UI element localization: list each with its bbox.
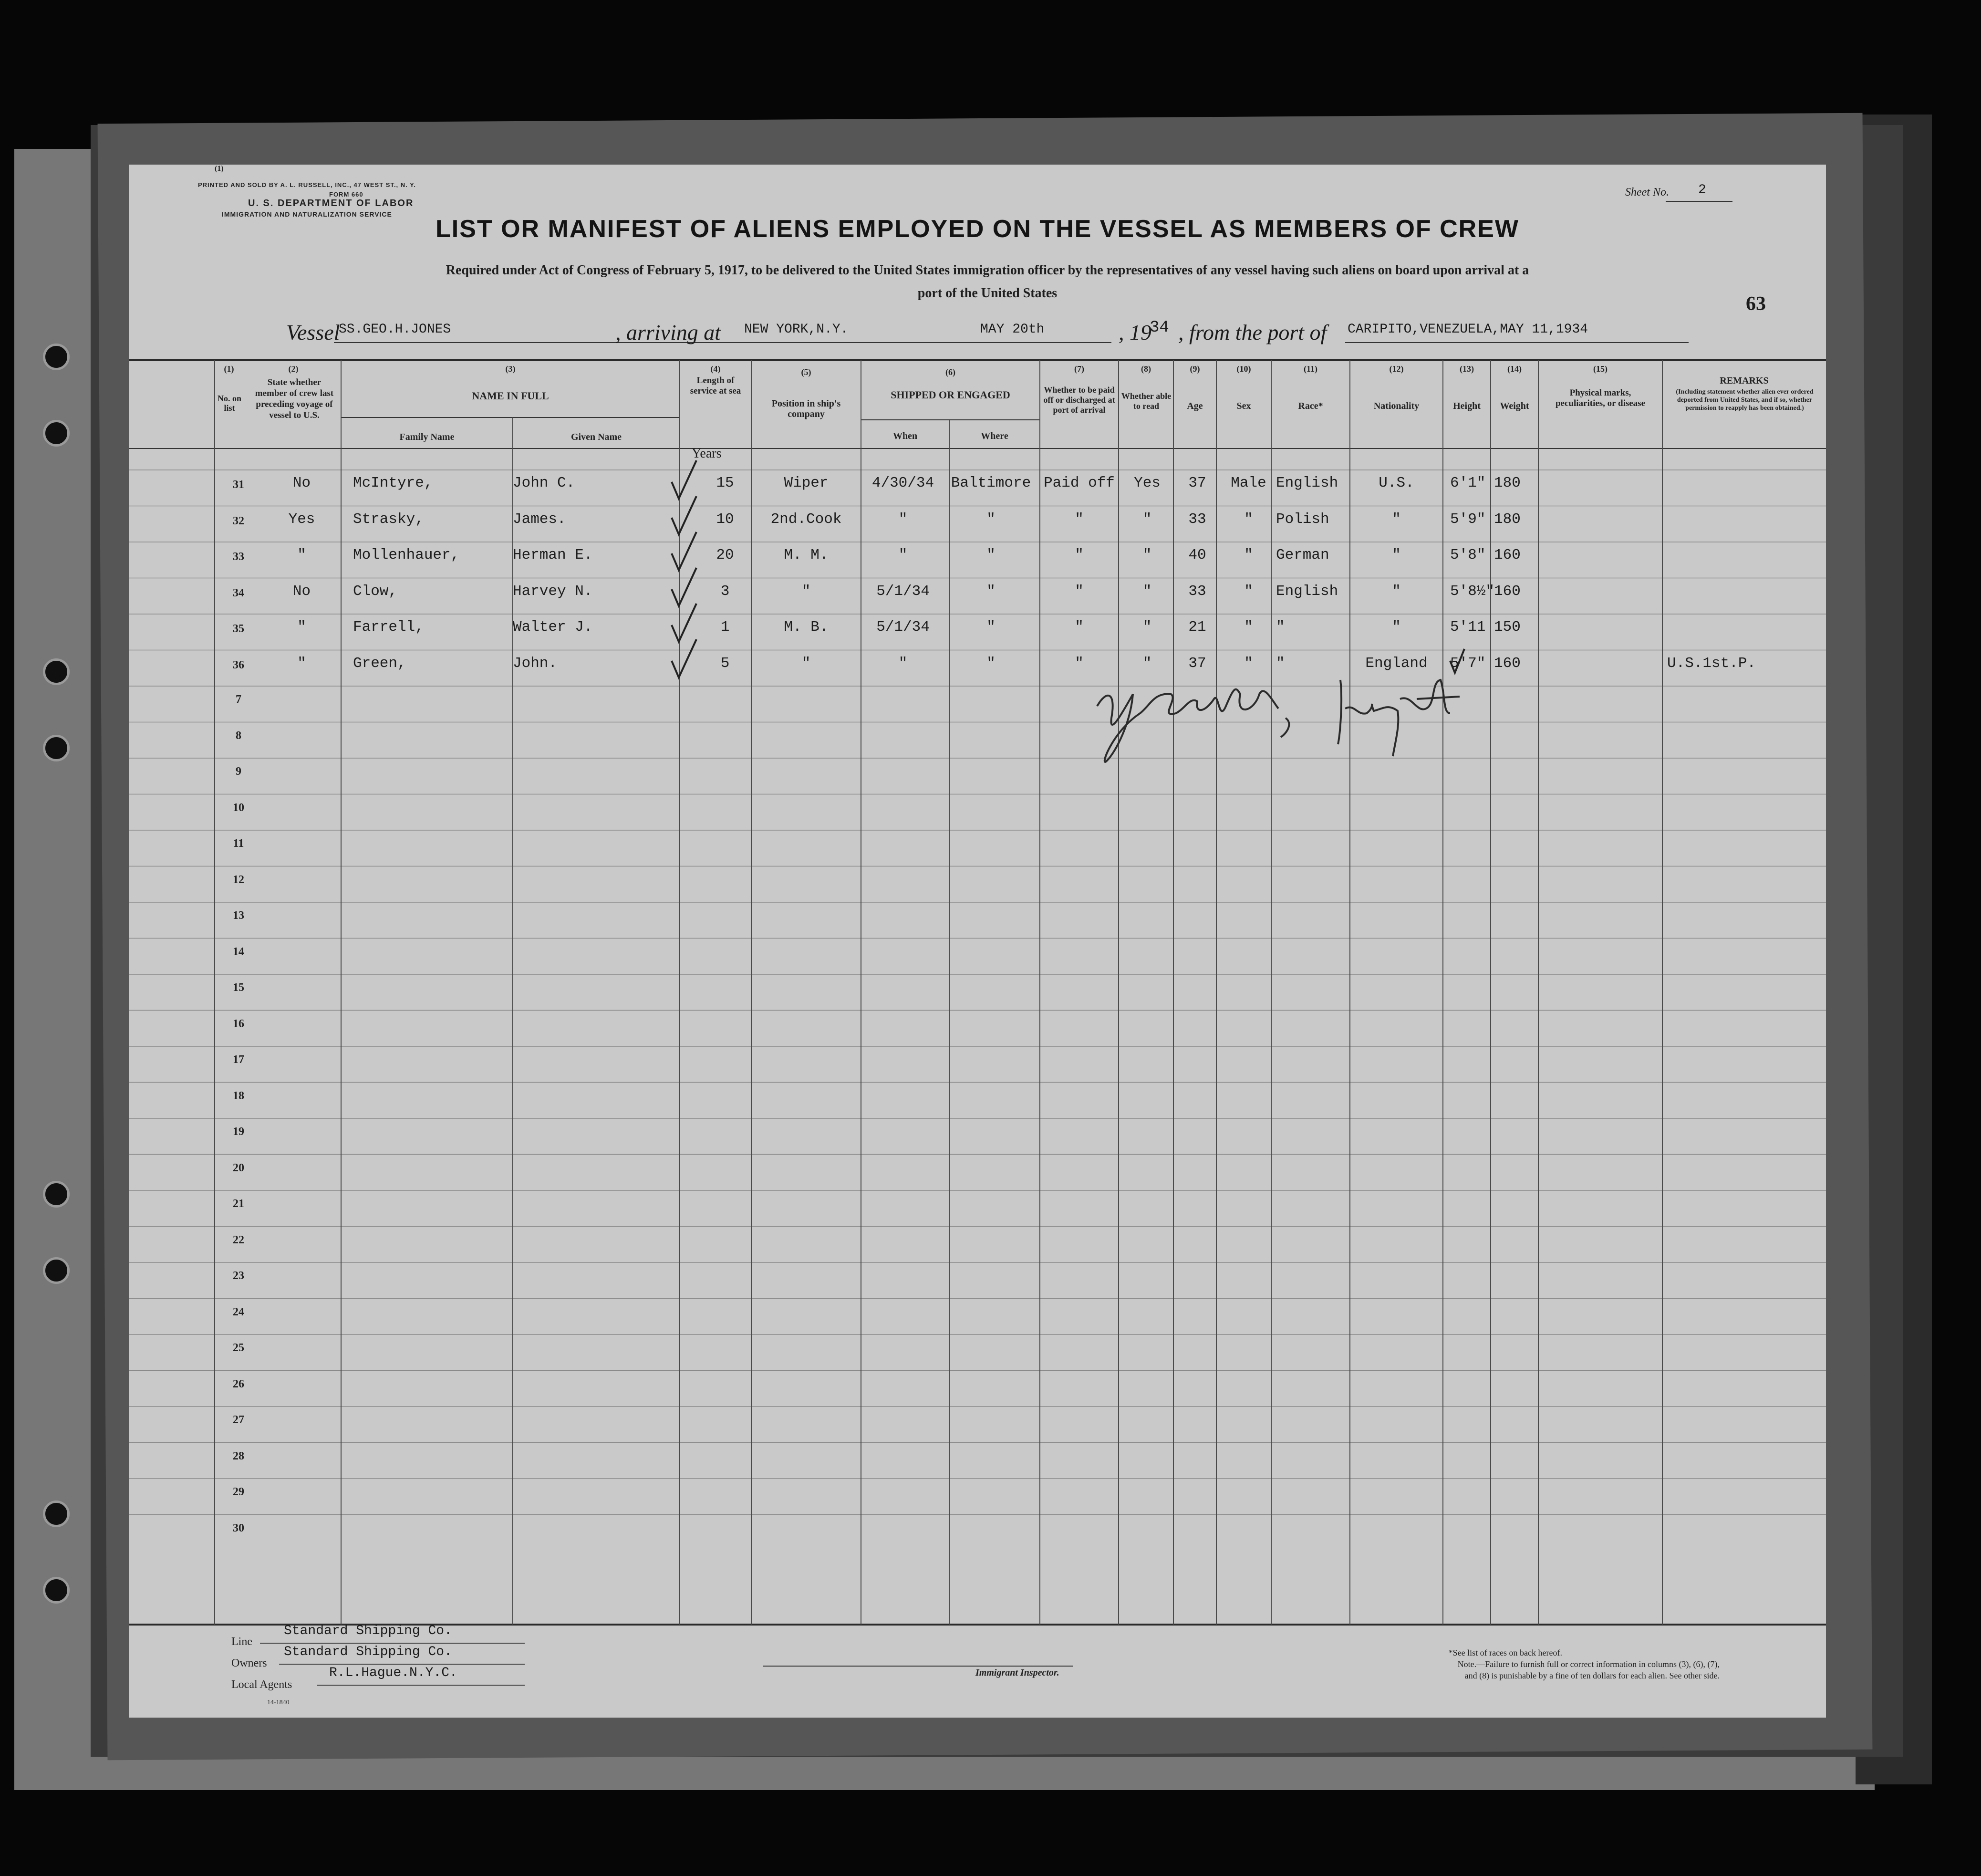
sex-cell: ": [1244, 655, 1253, 672]
paid-off-cell: ": [1075, 547, 1084, 563]
vessel-name: SS.GEO.H.JONES: [339, 322, 451, 337]
row-number: 13: [233, 909, 244, 922]
sheet-number: 2: [1698, 183, 1706, 198]
col4-num: (4): [710, 364, 721, 374]
age-cell: 21: [1188, 619, 1206, 636]
row-number: 8: [236, 729, 241, 742]
shipped-when-cell: ": [898, 547, 908, 563]
year-prefix: , 19: [1119, 320, 1151, 344]
nationality-cell: U.S.: [1379, 475, 1414, 491]
col1-header: (1): [224, 364, 234, 374]
sex-cell: ": [1244, 511, 1253, 528]
row-number: 36: [233, 658, 244, 671]
prev-voyage-cell: ": [297, 655, 306, 672]
years-unit-label: Years: [692, 446, 722, 461]
footer-notes: [1154, 1647, 1720, 1681]
row-number: 23: [233, 1270, 244, 1282]
row-number: 27: [233, 1414, 244, 1426]
col10-label: Sex: [1236, 401, 1251, 411]
row-number: 7: [236, 693, 241, 706]
printer-credit: PRINTED AND SOLD BY A. L. RUSSELL, INC., 47 WEST ST., N. Y.: [198, 181, 416, 188]
sex-cell: ": [1244, 619, 1253, 636]
col6-label: SHIPPED OR ENGAGED: [891, 389, 1010, 401]
local-agents-label: Local Agents: [231, 1678, 292, 1691]
height-cell: 5'7": [1450, 655, 1486, 672]
family-name-cell: Green,: [353, 655, 406, 672]
row-number: 17: [233, 1053, 244, 1066]
able-to-read-cell: ": [1142, 583, 1152, 600]
form-number: FORM 660: [329, 191, 363, 198]
family-name-cell: Mollenhauer,: [353, 547, 460, 563]
page-title: LIST OR MANIFEST OF ALIENS EMPLOYED ON THE VESSEL AS MEMBERS OF CREW: [436, 215, 1519, 243]
weight-cell: 180: [1494, 511, 1521, 528]
row-number: 18: [233, 1089, 244, 1102]
position-cell: 2nd.Cook: [770, 511, 842, 528]
col14-label: Weight: [1500, 401, 1529, 411]
shipped-when-cell: ": [898, 655, 908, 672]
col2-num: (2): [288, 364, 299, 374]
footer-form-code: 14-1840: [267, 1699, 290, 1706]
sex-cell: ": [1244, 583, 1253, 600]
family-name-cell: Farrell,: [353, 619, 424, 636]
shipped-when-cell: ": [898, 511, 908, 528]
col3-num: (3): [505, 364, 516, 374]
row-number: 9: [236, 765, 241, 778]
col7-num: (7): [1074, 364, 1084, 374]
col11-label: Race*: [1298, 401, 1323, 411]
col2-label: State whether member of crew last preceding voyage of vessel to U.S.: [255, 377, 334, 420]
race-cell: ": [1276, 655, 1285, 672]
race-cell: ": [1276, 619, 1285, 636]
service-name: IMMIGRATION AND NATURALIZATION SERVICE: [222, 210, 392, 218]
sheet-label: Sheet No.: [1625, 186, 1669, 198]
service-years-cell: 1: [720, 619, 730, 636]
row-number: 14: [233, 945, 244, 958]
col13-label: Height: [1453, 401, 1481, 411]
given-name-cell: Harvey N.: [513, 583, 593, 600]
prev-voyage-cell: ": [297, 619, 306, 636]
race-note: *See list of races on back hereof.: [1448, 1648, 1562, 1657]
service-years-cell: 3: [720, 583, 730, 600]
remarks-cell: U.S.1st.P.: [1667, 655, 1756, 672]
row-number: 33: [233, 551, 244, 563]
row-number: 31: [233, 479, 244, 491]
given-name-cell: Herman E.: [513, 547, 593, 563]
shipped-when-cell: 5/1/34: [876, 583, 930, 600]
able-to-read-cell: ": [1142, 655, 1152, 672]
race-cell: English: [1276, 475, 1338, 491]
col12-num: (12): [1389, 364, 1404, 374]
shipped-where-cell: Baltimore: [951, 475, 1031, 491]
prev-voyage-cell: Yes: [288, 511, 315, 528]
owners-value: Standard Shipping Co.: [284, 1645, 452, 1659]
department-name: U. S. DEPARTMENT OF LABOR: [248, 198, 414, 208]
col3-family-label: Family Name: [399, 432, 455, 442]
age-cell: 33: [1188, 511, 1206, 528]
departure-port: CARIPITO,VENEZUELA,MAY 11,1934: [1348, 322, 1588, 337]
position-cell: M. B.: [784, 619, 829, 636]
col10-num: (10): [1236, 364, 1251, 374]
shipped-where-cell: ": [986, 583, 996, 600]
given-name-cell: John.: [513, 655, 558, 672]
nationality-cell: England: [1365, 655, 1428, 672]
age-cell: 37: [1188, 655, 1206, 672]
weight-cell: 160: [1494, 583, 1521, 600]
check-marks: [672, 460, 1464, 677]
punch-hole: [43, 1577, 70, 1604]
row-number: 26: [233, 1377, 244, 1390]
nationality-cell: ": [1392, 619, 1401, 636]
punch-hole: [43, 420, 70, 447]
col1-label: No. on list: [217, 394, 241, 413]
col8-num: (8): [1141, 364, 1151, 374]
prev-voyage-cell: No: [292, 583, 311, 600]
from-port-label: , from the port of: [1178, 320, 1327, 344]
age-cell: 33: [1188, 583, 1206, 600]
shipped-where-cell: ": [986, 655, 996, 672]
service-years-cell: 10: [716, 511, 734, 528]
col3-label: NAME IN FULL: [472, 390, 549, 402]
row-number: 10: [233, 801, 244, 814]
col7-label: Whether to be paid off or discharged at port of arrival: [1043, 385, 1115, 415]
local-agents-value: R.L.Hague.N.Y.C.: [329, 1666, 457, 1680]
col6-num: (6): [945, 367, 955, 377]
arrival-date: MAY 20th: [980, 322, 1045, 337]
punch-hole: [43, 735, 70, 761]
inspector-signature: [1097, 680, 1460, 762]
shipped-when-cell: 5/1/34: [876, 619, 930, 636]
punch-hole: [43, 1181, 70, 1208]
weight-cell: 160: [1494, 655, 1521, 672]
height-cell: 5'9": [1450, 511, 1486, 528]
shipped-where-cell: ": [986, 511, 996, 528]
col14-num: (14): [1507, 364, 1522, 374]
shipped-where-cell: ": [986, 547, 996, 563]
col9-label: Age: [1187, 401, 1203, 411]
able-to-read-cell: ": [1142, 619, 1152, 636]
sex-cell: Male: [1231, 475, 1266, 491]
penalty-note-1: Note.—Failure to furnish full or correct information in columns (3), (6), (7),: [1457, 1659, 1720, 1669]
col6-when-label: When: [892, 431, 918, 441]
row-number: 28: [233, 1449, 244, 1462]
subtitle-line-1: Required under Act of Congress of February 5, 1917, to be delivered to the United States immigration officer by the representatives of any vessel having such aliens on board upon arrival at a: [446, 263, 1529, 278]
col15-num: (15): [1593, 364, 1608, 374]
height-cell: 5'8": [1450, 547, 1486, 563]
col13-num: (13): [1460, 364, 1474, 374]
subtitle-line-2: port of the United States: [917, 286, 1058, 301]
age-cell: 37: [1188, 475, 1206, 491]
col5-label: Position in ship's company: [771, 398, 841, 419]
height-cell: 6'1": [1450, 475, 1486, 491]
weight-cell: 150: [1494, 619, 1521, 636]
row-number: 12: [233, 873, 244, 886]
family-name-cell: McIntyre,: [353, 475, 433, 491]
row-number: 35: [233, 623, 244, 635]
col15-label: Physical marks, peculiarities, or disease: [1555, 388, 1646, 408]
row-number: 34: [233, 586, 244, 599]
service-years-cell: 20: [716, 547, 734, 563]
weight-cell: 180: [1494, 475, 1521, 491]
row-number: 16: [233, 1017, 244, 1030]
punch-hole: [43, 1501, 70, 1527]
given-name-cell: Walter J.: [513, 619, 593, 636]
line-underline: [260, 1643, 525, 1644]
paid-off-cell: ": [1075, 655, 1084, 672]
position-cell: M. M.: [784, 547, 829, 563]
punch-hole: [43, 344, 70, 370]
row-number: 20: [233, 1161, 244, 1174]
able-to-read-cell: ": [1142, 511, 1152, 528]
family-name-cell: Strasky,: [353, 511, 424, 528]
given-name-cell: James.: [513, 511, 566, 528]
row-number: 30: [233, 1522, 244, 1534]
nationality-cell: ": [1392, 511, 1401, 528]
row-number: 21: [233, 1198, 244, 1210]
sex-cell: ": [1244, 547, 1253, 563]
race-cell: German: [1276, 547, 1329, 563]
prev-voyage-cell: ": [297, 547, 306, 563]
arrival-year: 34: [1150, 319, 1169, 337]
col6-where-label: Where: [981, 431, 1008, 441]
service-years-cell: 5: [720, 655, 730, 672]
shipped-where-cell: ": [986, 619, 996, 636]
inspector-label: Immigrant Inspector.: [975, 1668, 1059, 1678]
position-cell: ": [801, 655, 811, 672]
stamp-number: 63: [1746, 293, 1766, 315]
remarks-label: REMARKS: [1720, 375, 1769, 386]
shipped-when-cell: 4/30/34: [871, 475, 934, 491]
height-cell: 5'11: [1450, 619, 1486, 636]
agents-underline: [317, 1685, 525, 1686]
line-value: Standard Shipping Co.: [284, 1624, 452, 1638]
col11-num: (11): [1304, 364, 1317, 374]
row-number: 29: [233, 1486, 244, 1498]
able-to-read-cell: Yes: [1134, 475, 1161, 491]
vessel-label: Vessel: [286, 320, 340, 344]
weight-cell: 160: [1494, 547, 1521, 563]
remarks-note: (Including statement whether alien ever ordered deported from United States, and if so, whether permission to reapply has been obtained.): [1676, 388, 1814, 412]
height-cell: 5'8½": [1450, 583, 1495, 600]
position-cell: Wiper: [784, 475, 829, 491]
col5-num: (5): [801, 367, 811, 377]
punch-hole: [43, 1257, 70, 1284]
service-years-cell: 15: [716, 475, 734, 491]
paid-off-cell: Paid off: [1044, 475, 1115, 491]
col3-given-label: Given Name: [570, 432, 622, 442]
arrival-port: NEW YORK,N.Y.: [744, 322, 849, 337]
race-cell: English: [1276, 583, 1338, 600]
owners-label: Owners: [231, 1657, 267, 1669]
position-cell: ": [801, 583, 811, 600]
punch-hole: [43, 658, 70, 685]
line-label: Line: [231, 1636, 252, 1648]
row-number: 11: [233, 837, 244, 850]
row-number: 19: [233, 1126, 244, 1138]
prev-voyage-cell: No: [292, 475, 311, 491]
paid-off-cell: ": [1075, 619, 1084, 636]
col4-label: Length of service at sea: [690, 375, 741, 396]
owners-underline: [279, 1664, 525, 1665]
paid-off-cell: ": [1075, 511, 1084, 528]
arriving-label: , arriving at: [615, 320, 721, 344]
col8-label: Whether able to read: [1121, 391, 1172, 411]
family-name-cell: Clow,: [353, 583, 398, 600]
row-number: 25: [233, 1342, 244, 1354]
penalty-note-2: and (8) is punishable by a fine of ten dollars for each alien. See other side.: [1464, 1671, 1720, 1680]
paid-off-cell: ": [1075, 583, 1084, 600]
able-to-read-cell: ": [1142, 547, 1152, 563]
manifest-form: PRINTED AND SOLD BY A. L. RUSSELL, INC., 47 WEST ST., N. Y. FORM 660 U. S. DEPARTMENT OF LABOR IMMIGRATION AND NATURALIZATION SERVICE Sheet No. 2 LIST OR MANIFEST OF ALIENS EMPLOYED ON THE VESSEL AS MEMBERS OF CREW Required under Act of Congress of February 5, 1917, to be delivered to the United States immigration officer by the representatives of any vessel having such aliens on board upon arrival at a port of the United States 63 Vessel SS.GEO.H.JONES , arriving at NEW YORK,N.Y. MAY 20th , 19 34 , from the port of CARIPITO,VENEZUELA,MAY 11,1934 (1) (1) No. on list (2) State whether member of crew last preceding voyage of vessel to U.S. (3) NAME IN FULL Family Name Given Name (4) Length of service at sea (5) Position in ship's company (6) SHIPPED OR ENGAGED When Where (7) Whether to be paid off or discharged at port of arrival (8) Whether able to read (9) Age (10) Sex (11) Race* (12) Nationality (13) Height (14) Weight (15) Physical marks, peculiarities, or disease REMARKS (Including statement whether alien ever ordered deported from United States, and if so, whether permission to reapply has been obtained.) Years 31 No McIntyre, John C. 15 Wiper 4/30/34 Baltimore Paid off Yes 37 Male English U.S. 6'1" 180 32 Yes Strasky, James. 10 2nd.Cook " " " " 33 " Polish " 5'9" 180 33 " Mollenhauer, Herman E. 20 M. M. " " " " 40 " German " 5'8" 160 34 No Clow, Harvey N. 3 " 5/1/34 " " " 33 " English " 5'8½" 160 35 " Farrell, Walter J. 1 M. B. 5/1/34 " " " 21 " " " 5'11 150 36 " Green, John. 5 " " " " " 37 " " England 5'7" 160 U.S.1st.P. 7 8 9 10 11 12 13 14 15 16 17 18 19 20 21 22 23 24 25 26 27 28 29 30 Line Standard Shipping Co. Owners Standard Shipping Co. Local Agents R.L.Hague.N.Y.C. 14-1840 Immigrant Inspector. *See list of races on back hereof. Note.—Failure to furnish full or correct information in columns (3), (6), (7), and (8) is punishable by a fine of ten dollars for each alien. See other side.: [129, 165, 1826, 1718]
row-number: 22: [233, 1233, 244, 1246]
col9-num: (9): [1190, 364, 1200, 374]
row-number: 24: [233, 1305, 244, 1318]
given-name-cell: John C.: [513, 475, 575, 491]
nationality-cell: ": [1392, 583, 1401, 600]
nationality-cell: ": [1392, 547, 1401, 563]
col12-label: Nationality: [1373, 401, 1420, 411]
row-number: 32: [233, 514, 244, 527]
race-cell: Polish: [1276, 511, 1329, 528]
row-number: 15: [233, 981, 244, 994]
age-cell: 40: [1188, 547, 1206, 563]
